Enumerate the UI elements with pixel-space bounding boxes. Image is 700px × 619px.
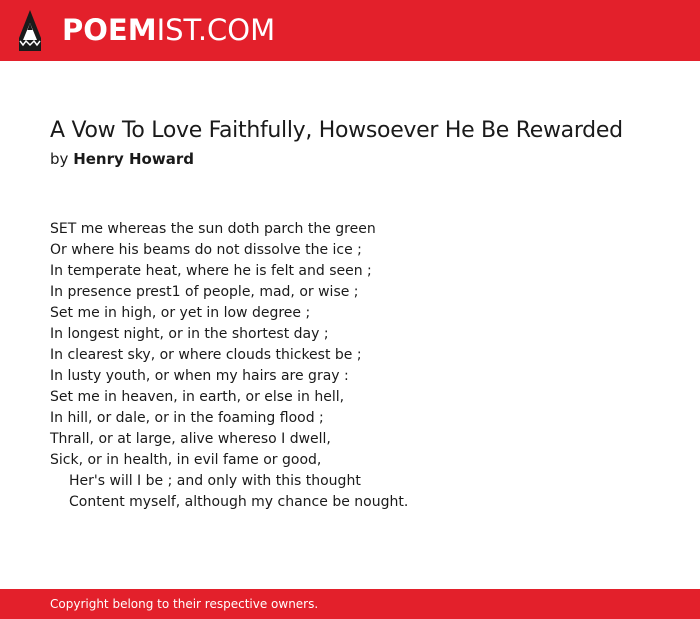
poem-line: In presence prest1 of people, mad, or wise ;	[50, 284, 359, 300]
poem-line: In hill, or dale, or in the foaming flood ;	[50, 410, 324, 426]
poem-line: Her's will I be ; and only with this thought	[69, 473, 361, 489]
poem-line: Content myself, although my chance be nought.	[69, 494, 409, 510]
site-footer	[0, 589, 700, 619]
site-logo[interactable]	[62, 13, 275, 47]
poem-line: Thrall, or at large, alive whereso I dwell,	[50, 431, 331, 447]
poem-line: In clearest sky, or where clouds thickest be ;	[50, 347, 362, 363]
poem-line: Set me in high, or yet in low degree ;	[50, 305, 311, 321]
poem-line: Or where his beams do not dissolve the ice ;	[50, 242, 362, 258]
site-header	[0, 0, 700, 61]
author-name: Henry Howard	[73, 150, 194, 168]
pencil-logo-icon[interactable]	[19, 10, 41, 51]
logo-text-light: IST.COM	[156, 13, 276, 47]
poem-body	[50, 219, 670, 513]
by-label: by	[50, 150, 69, 168]
copyright-text: Copyright belong to their respective owners.	[50, 597, 319, 611]
poem-line: Sick, or in health, in evil fame or good,	[50, 452, 322, 468]
logo-text-strong: POEM	[62, 13, 157, 47]
poem-line: In longest night, or in the shortest day ;	[50, 326, 329, 342]
poem-line: In temperate heat, where he is felt and seen ;	[50, 263, 372, 279]
byline	[50, 149, 194, 169]
poem-title: A Vow To Love Faithfully, Howsoever He Be Rewarded	[50, 118, 623, 143]
poem-line: SET me whereas the sun doth parch the green	[50, 221, 376, 237]
poem-line: In lusty youth, or when my hairs are gray :	[50, 368, 349, 384]
poem-line: Set me in heaven, in earth, or else in hell,	[50, 389, 345, 405]
